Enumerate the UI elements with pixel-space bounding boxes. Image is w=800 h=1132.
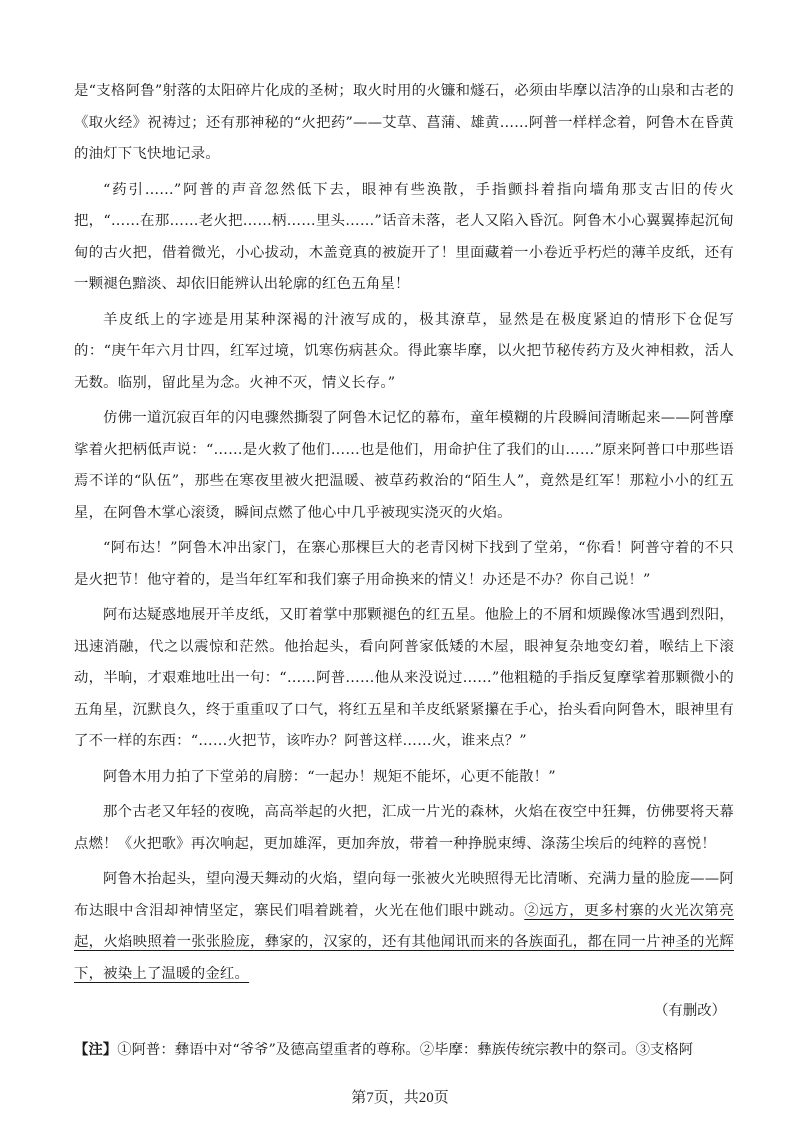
paragraph-4: 仿佛一道沉寂百年的闪电骤然撕裂了阿鲁木记忆的幕布，童年模糊的片段瞬间清晰起来——阿普摩挲着火把柄低声说：“……是火救了他们……也是他们，用命护住了我们的山……”原来阿普口中那些语焉不详的“队伍”，那些在寒夜里被火把温暖、被草药救治的“陌生人”，竟然是红军！那粒小小的红五星，在阿鲁木掌心滚烫，瞬间点燃了他心中几乎被现实浇灭的火焰。 — [74, 410, 734, 521]
paragraph-8: 那个古老又年轻的夜晚，高高举起的火把，汇成一片光的森林，火焰在夜空中狂舞，仿佛要将天幕点燃！《火把歌》再次响起，更加雄浑，更加奔放，带着一种挣脱束缚、涤荡尘埃后的纯粹的喜悦！ — [74, 804, 734, 852]
paragraph-2: “药引……”阿普的声音忽然低下去，眼神有些涣散，手指颤抖着指向墙角那支古旧的传火把，“……在那……老火把……柄……里头……”话音未落，老人又陷入昏沉。阿鲁木小心翼翼捧起沉甸甸的古火把，借着微光，小心拔动，木盖竟真的被旋开了！里面藏着一小卷近乎朽烂的薄羊皮纸，还有一颗褪色黯淡、却依旧能辨认出轮廓的红色五角星！ — [74, 181, 734, 292]
paragraph-7: 阿鲁木用力拍了下堂弟的肩膀：“一起办！规矩不能坏，心更不能散！” — [103, 768, 556, 785]
paragraph-5: “阿布达！”阿鲁木冲出家门，在寨心那棵巨大的老青冈树下找到了堂弟，“你看！阿普守着的不只是火把节！他守着的，是当年红军和我们寨子用命换来的情义！办还是不办？你自己说！” — [74, 540, 734, 588]
annotation-tag: 【注】 — [74, 1040, 118, 1058]
annotation-text: ①阿普：彝语中对“爷爷”及德高望重者的尊称。②毕摩：彝族传统宗教中的祭司。③支格阿 — [117, 1041, 694, 1058]
document-body — [74, 76, 734, 1066]
page-number: 第7页，共20页 — [351, 1090, 449, 1106]
paragraph-3: 羊皮纸上的字迹是用某种深褐的汁液写成的，极其潦草，显然是在极度紧迫的情形下仓促写的：“庚午年六月廿四，红军过境，饥寒伤病甚众。得此寨毕摩，以火把节秘传药方及火神相救，活人无数。临别，留此星为念。火神不灭，情义长存。” — [74, 311, 734, 391]
paragraph-9 — [74, 864, 734, 990]
paragraph-9-text: 阿鲁木抬起头，望向漫天舞动的火焰，望向每一张被火光映照得无比清晰、充满力量的脸庞——阿布达眼中含泪却神情坚定，寨民们唱着跳着，火光在他们眼中跳动。 — [74, 871, 734, 919]
annotation — [74, 1034, 734, 1067]
paragraph-6: 阿布达疑惑地展开羊皮纸，又盯着掌中那颗褪色的红五星。他脸上的不屑和烦躁像冰雪遇到烈阳，迅速消融，代之以震惊和茫然。他抬起头，看向阿普家低矮的木屋，眼神复杂地变幻着，喉结上下滚动，半晌，才艰难地吐出一句：“……阿普……他从来没说过……”他粗糙的手指反复摩挲着那颗微小的五角星，沉默良久，终于重重叹了口气，将红五星和羊皮纸紧紧攥在手心，抬头看向阿鲁木，眼神里有了不一样的东西：“……火把节，该咋办？阿普这样……火，谁来点？” — [74, 607, 734, 749]
paragraph-1: 是“支格阿鲁”射落的太阳碎片化成的圣树；取火时用的火镰和燧石，必须由毕摩以洁净的山泉和古老的《取火经》祝祷过；还有那神秘的“火把药”——艾草、菖蒲、雄黄……阿普一样样念着，阿鲁木在昏黄的油灯下飞快地记录。 — [74, 83, 734, 162]
source-note: （有删改） — [654, 1003, 726, 1019]
underlined-sentence-2: ②远方，更多村寨的火光次第亮起，火焰映照着一张张脸庞，彝家的，汉家的，还有其他闻讯而来的各族面孔，都在同一片神圣的光辉下，被染上了温暖的金红。 — [74, 902, 734, 982]
